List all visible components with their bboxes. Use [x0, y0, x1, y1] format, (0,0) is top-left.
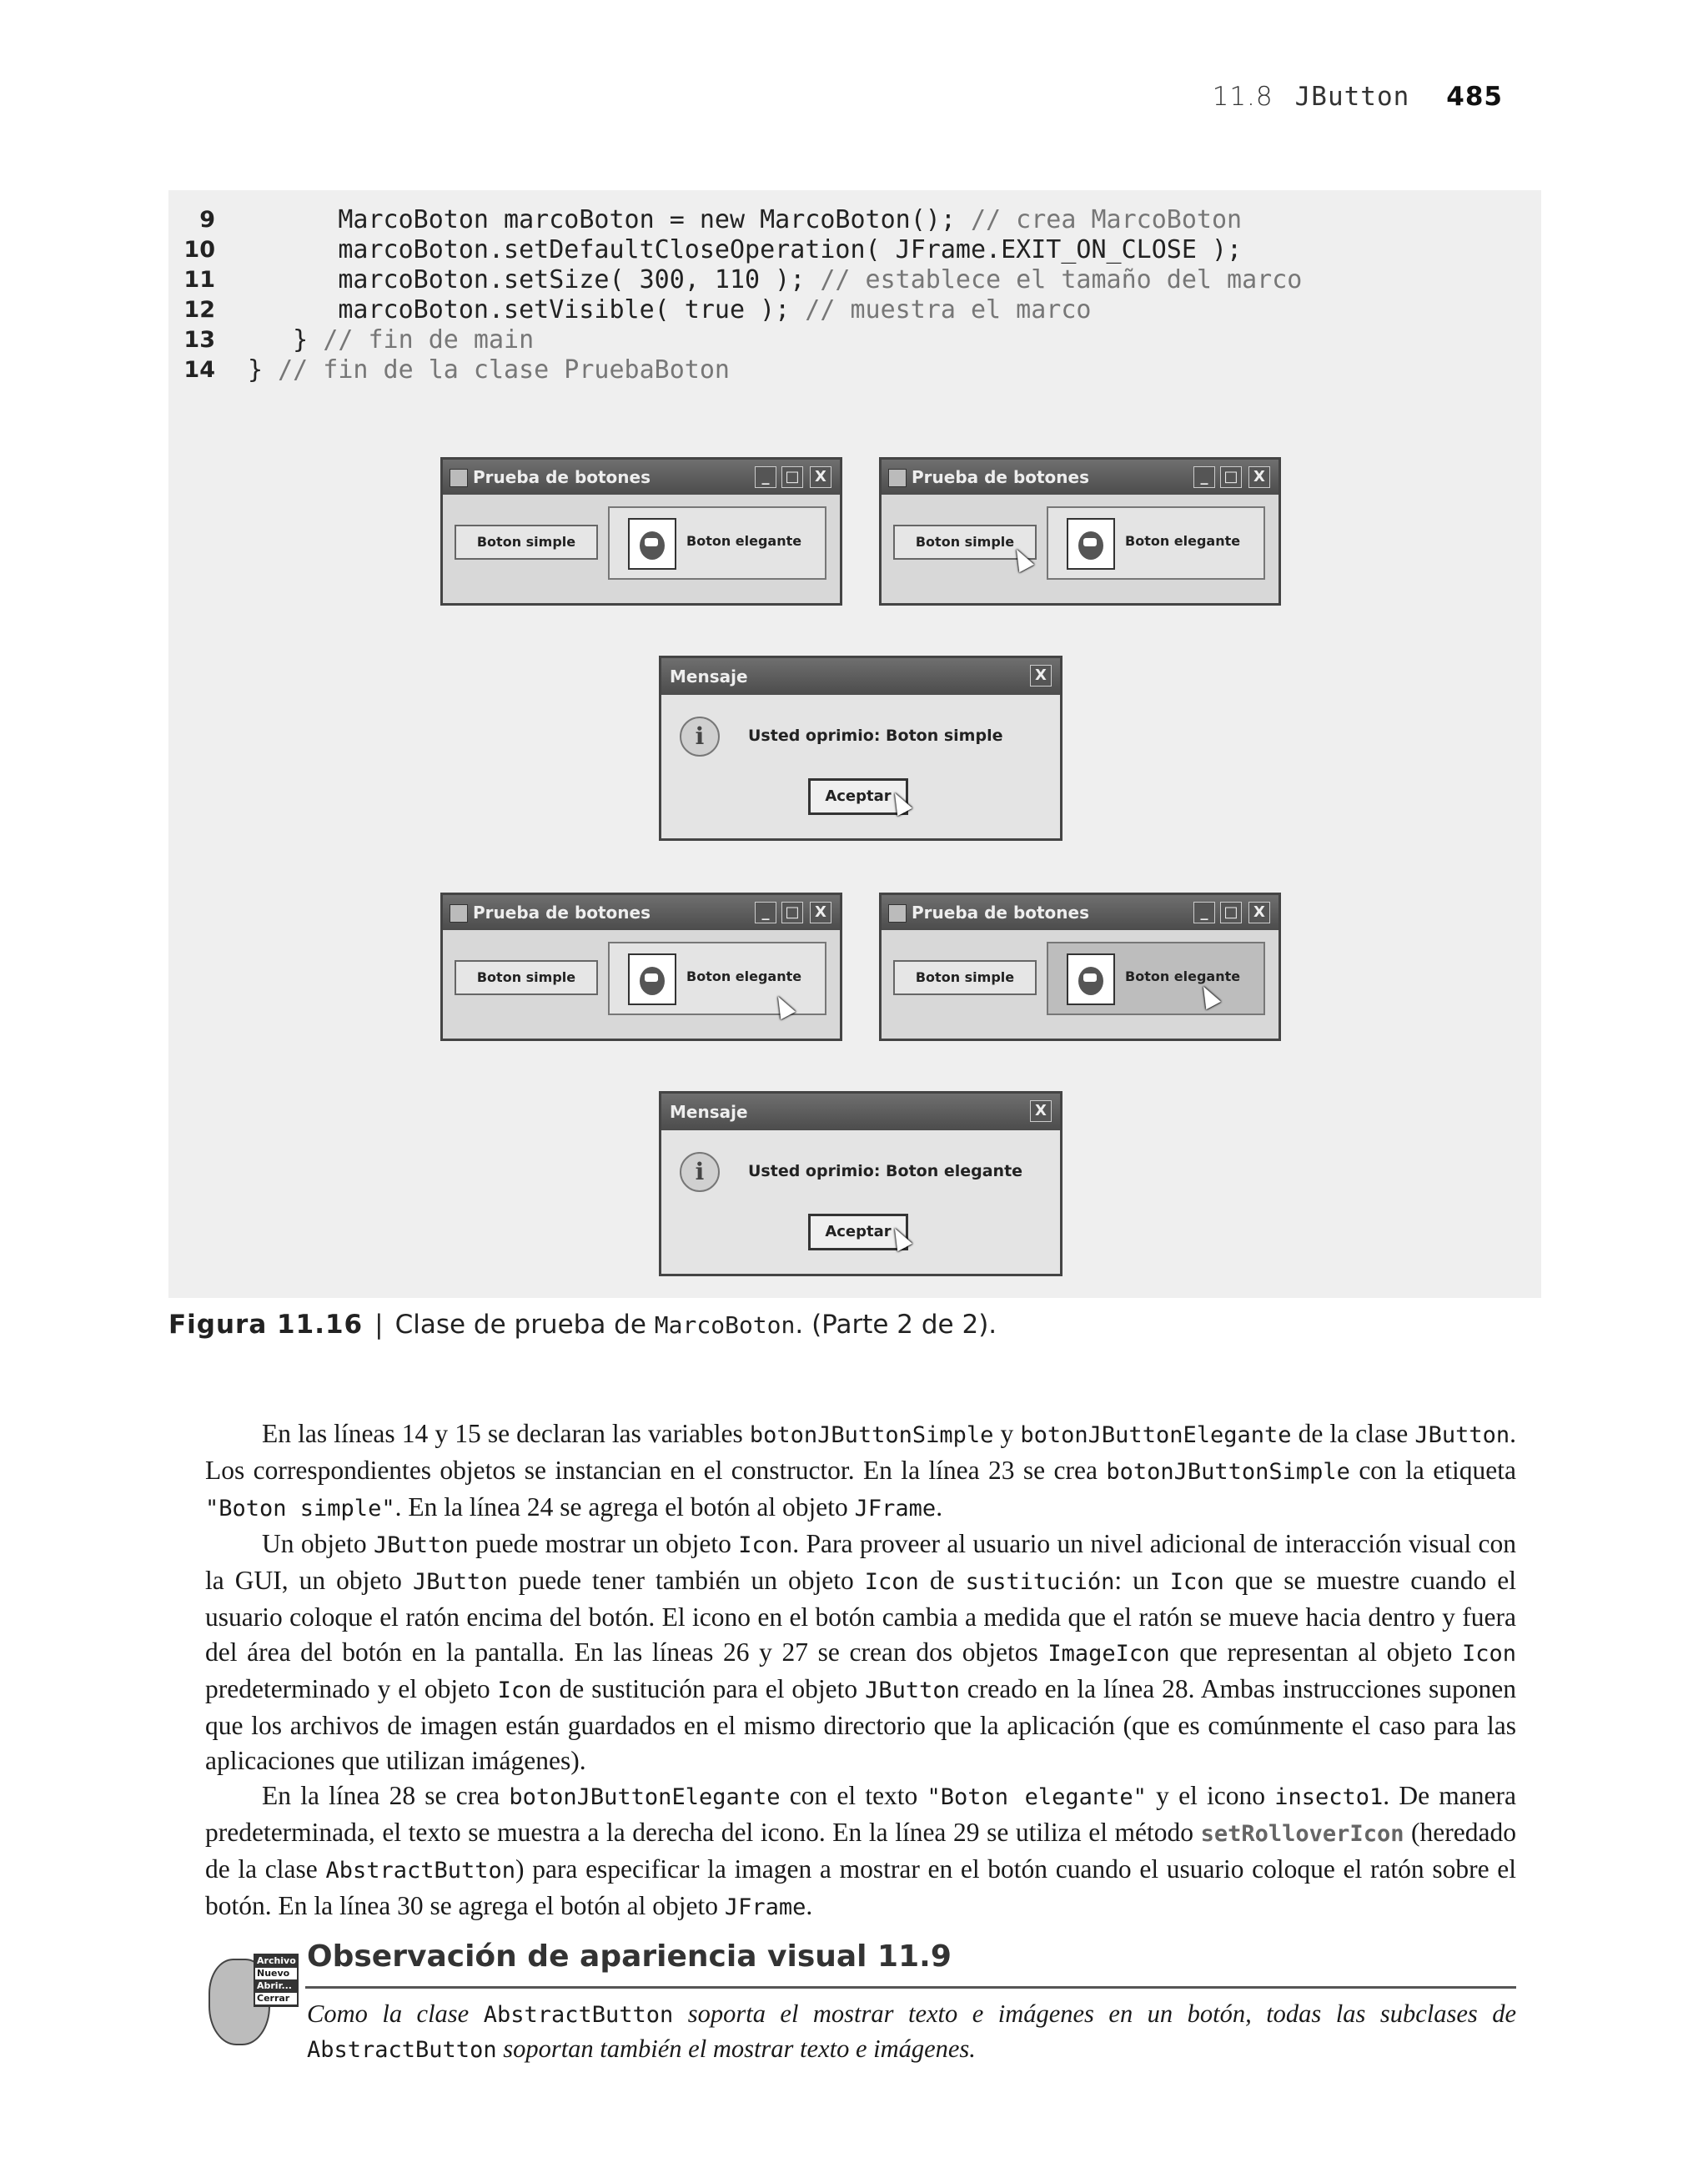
code-text — [248, 325, 534, 355]
code-term: JButton — [1414, 1422, 1510, 1448]
code-text — [248, 235, 1242, 265]
line-number: 12 — [183, 297, 215, 323]
app-icon — [450, 469, 468, 487]
code-listing — [168, 205, 1541, 385]
mascot-menu — [254, 1954, 299, 2007]
line-number: 11 — [183, 267, 215, 293]
text-run: y — [993, 1419, 1021, 1448]
code-line — [168, 265, 1541, 295]
simple-button[interactable]: Boton simple — [455, 960, 598, 995]
paragraph-2 — [205, 1527, 1516, 1778]
window-title: Prueba de botones — [912, 903, 1090, 923]
window-titlebar[interactable] — [443, 460, 840, 495]
code-comment: // fin de la clase PruebaBoton — [278, 355, 730, 385]
maximize-icon[interactable]: □ — [781, 902, 803, 923]
window-titlebar[interactable] — [882, 460, 1278, 495]
line-number: 10 — [183, 237, 215, 263]
close-icon[interactable]: X — [810, 466, 831, 488]
code-term: Icon — [497, 1678, 552, 1703]
menu-label: Cerrar — [255, 1993, 297, 2005]
code-term: Icon — [738, 1532, 793, 1558]
close-icon[interactable]: X — [1248, 466, 1270, 488]
figure-box — [168, 190, 1541, 1298]
info-icon: i — [680, 717, 720, 757]
maximize-icon[interactable]: □ — [1220, 466, 1242, 488]
maximize-icon[interactable]: □ — [781, 466, 803, 488]
close-icon[interactable]: X — [1030, 1100, 1052, 1122]
code-text — [248, 265, 1302, 295]
code-term: JButton — [412, 1569, 508, 1595]
elegant-button-label: Boton elegante — [1125, 968, 1241, 984]
code-term: AbstractButton — [325, 1858, 516, 1884]
menu-label: Archivo — [257, 1955, 296, 1966]
window-title: Prueba de botones — [912, 467, 1090, 487]
code-term: Icon — [1461, 1641, 1516, 1667]
section-title: JButton — [1294, 82, 1410, 112]
code-term: "Boton simple" — [205, 1496, 395, 1522]
code-text — [248, 355, 730, 385]
text-run: predeterminado y el objeto — [205, 1674, 498, 1703]
app-icon — [888, 904, 907, 923]
code-term: JButton — [865, 1678, 960, 1703]
elegant-button-label: Boton elegante — [686, 533, 802, 549]
caption-text-end: . (Parte 2 de 2). — [795, 1310, 997, 1340]
figure-label: Figura 11.16 — [168, 1310, 364, 1340]
code-text — [248, 295, 1091, 325]
code-term: AbstractButton — [307, 2037, 497, 2063]
test-window-1 — [440, 457, 842, 606]
code-term: ImageIcon — [1047, 1641, 1170, 1667]
text-run: de la clase — [1291, 1419, 1415, 1448]
minimize-icon[interactable]: _ — [755, 902, 776, 923]
window-titlebar[interactable] — [882, 895, 1278, 930]
elegant-button-label: Boton elegante — [1125, 533, 1241, 549]
text-run: : un — [1114, 1566, 1170, 1595]
code-comment: // establece el tamaño del marco — [820, 265, 1303, 294]
text-run: . En la línea 24 se agrega el botón al objeto — [394, 1492, 855, 1522]
running-head — [1213, 82, 1503, 112]
caption-code: MarcoBoton — [654, 1311, 796, 1339]
code-term: botonJButtonSimple — [749, 1422, 994, 1448]
text-run: En las líneas 14 y 15 se declaran las variables — [262, 1419, 750, 1448]
code-line — [168, 205, 1541, 235]
code-term: Icon — [864, 1569, 919, 1595]
ok-button[interactable]: Aceptar — [808, 778, 908, 815]
text-run: . — [936, 1492, 943, 1522]
dialog-message: Usted oprimio: Boton simple — [748, 727, 1003, 745]
code-term: AbstractButton — [483, 2002, 674, 2028]
close-icon[interactable]: X — [1248, 902, 1270, 923]
elegant-button[interactable] — [1047, 506, 1265, 580]
code-term: JButton — [373, 1532, 469, 1558]
text-run: soportan también el mostrar texto e imágenes. — [496, 2035, 976, 2063]
code-term: botonJButtonElegante — [509, 1784, 781, 1810]
text-run: con el texto — [780, 1781, 927, 1810]
caption-separator: | — [374, 1310, 384, 1340]
code-term: JFrame — [724, 1894, 806, 1920]
code-text — [248, 205, 1242, 235]
dialog-titlebar[interactable] — [661, 1094, 1060, 1130]
code-line — [168, 295, 1541, 325]
text-run: que representan al objeto — [1169, 1637, 1462, 1667]
dialog-message: Usted oprimio: Boton elegante — [748, 1162, 1023, 1180]
code-term: botonJButtonElegante — [1020, 1422, 1292, 1448]
text-run: de sustitución para el objeto — [551, 1674, 866, 1703]
elegant-button[interactable] — [608, 506, 826, 580]
bug-mascot-icon — [205, 1942, 297, 2050]
close-icon[interactable]: X — [1030, 665, 1052, 687]
text-run: creado en la línea 28. Ambas instrucciones suponen que los archivos de imagen están guardados en el mismo directorio que la aplicación (que es comúnmente el caso para las aplicaciones que utilizan imágenes). — [205, 1674, 1516, 1775]
code-statement: MarcoBoton marcoBoton = new MarcoBoton(); — [248, 205, 971, 234]
text-run: y el icono — [1146, 1781, 1275, 1810]
test-window-2 — [879, 457, 1281, 606]
maximize-icon[interactable]: □ — [1220, 902, 1242, 923]
code-term: insecto1 — [1274, 1784, 1384, 1810]
code-line — [168, 325, 1541, 355]
code-term: sustitución — [965, 1569, 1115, 1595]
close-icon[interactable]: X — [810, 902, 831, 923]
bug-icon — [1067, 518, 1115, 570]
text-run: de — [918, 1566, 966, 1595]
observation-title: Observación de apariencia visual 11.9 — [307, 1939, 952, 1974]
info-icon: i — [680, 1152, 720, 1192]
text-run: . Los correspondientes objetos se instancian en el constructor. En la línea 23 se crea — [205, 1419, 1516, 1485]
elegant-button-pressed[interactable] — [1047, 942, 1265, 1015]
code-comment: // muestra el marco — [805, 295, 1092, 324]
dialog-title: Mensaje — [670, 1102, 748, 1122]
figure-caption — [168, 1310, 997, 1340]
text-run: ) para especificar la imagen a mostrar en el botón cuando el usuario coloque el ratón sobre el botón. En la línea 30 se agrega el botón al objeto — [205, 1854, 1516, 1920]
page-number: 485 — [1446, 82, 1503, 112]
code-comment: // fin de main — [323, 325, 535, 355]
window-titlebar[interactable] — [443, 895, 840, 930]
code-line — [168, 235, 1541, 265]
app-icon — [888, 469, 907, 487]
code-term: botonJButtonSimple — [1106, 1459, 1350, 1485]
text-run: (heredado de la clase — [205, 1818, 1516, 1884]
ok-button[interactable]: Aceptar — [808, 1214, 908, 1250]
paragraph-3 — [205, 1778, 1516, 1925]
simple-button[interactable]: Boton simple — [455, 525, 598, 560]
text-run: . Para proveer al usuario un nivel adicional de interacción visual con la GUI, un objeto — [205, 1529, 1517, 1595]
paragraph-1 — [205, 1416, 1516, 1527]
window-title: Prueba de botones — [473, 903, 651, 923]
text-run: . — [806, 1891, 813, 1920]
menu-label: Nuevo — [255, 1968, 297, 1980]
bug-icon — [628, 518, 676, 570]
code-statement: } — [248, 325, 324, 355]
test-window-4 — [879, 893, 1281, 1041]
app-icon — [450, 904, 468, 923]
line-number: 14 — [183, 357, 215, 383]
code-comment: // crea MarcoBoton — [970, 205, 1243, 234]
text-run: . De manera predeterminada, el texto se muestra a la derecha del icono. En la línea 29 se utiliza el método — [205, 1781, 1516, 1847]
dialog-title: Mensaje — [670, 666, 748, 687]
elegant-button[interactable] — [608, 942, 826, 1015]
text-run: En la línea 28 se crea — [262, 1781, 510, 1810]
text-run: con la etiqueta — [1349, 1456, 1516, 1485]
text-run: Un objeto — [262, 1529, 374, 1558]
minimize-icon[interactable]: _ — [755, 466, 776, 488]
line-number: 13 — [183, 327, 215, 353]
message-dialog-1 — [659, 656, 1062, 841]
dialog-titlebar[interactable] — [661, 658, 1060, 695]
text-run: que se muestre cuando el usuario coloque el ratón encima del botón. El icono en el botón cambia a medida que el ratón se mueve hacia dentro y fuera del área del botón en la pantalla. En las líneas 26 y 27 se crean dos objetos — [205, 1566, 1516, 1667]
code-statement: marcoBoton.setVisible( true ); — [248, 295, 806, 324]
code-term: JFrame — [854, 1496, 937, 1522]
text-run: puede mostrar un objeto — [468, 1529, 739, 1558]
observation-text — [307, 1997, 1516, 2067]
text-run: Como la clase — [307, 1999, 484, 2028]
message-dialog-2 — [659, 1091, 1062, 1276]
code-statement: marcoBoton.setDefaultCloseOperation( JFrame.EXIT_ON_CLOSE ); — [248, 235, 1243, 264]
elegant-button-label: Boton elegante — [686, 968, 802, 984]
test-window-3 — [440, 893, 842, 1041]
window-title: Prueba de botones — [473, 467, 651, 487]
caption-text: Clase de prueba de — [394, 1310, 655, 1340]
minimize-icon[interactable]: _ — [1193, 902, 1215, 923]
line-number: 9 — [199, 207, 215, 233]
code-statement: } — [248, 355, 279, 385]
code-term: Icon — [1169, 1569, 1224, 1595]
code-line — [168, 355, 1541, 385]
code-term-bold: setRolloverIcon — [1200, 1821, 1404, 1847]
body-text — [205, 1416, 1516, 1925]
simple-button[interactable]: Boton simple — [893, 525, 1037, 560]
code-term: "Boton elegante" — [927, 1784, 1147, 1810]
bug-icon — [1067, 953, 1115, 1005]
minimize-icon[interactable]: _ — [1193, 466, 1215, 488]
menu-label: Abrir... — [255, 1980, 297, 1993]
simple-button[interactable]: Boton simple — [893, 960, 1037, 995]
observation-divider — [305, 1986, 1516, 1989]
code-statement: marcoBoton.setSize( 300, 110 ); — [248, 265, 821, 294]
text-run: soporta el mostrar texto e imágenes en un botón, todas las subclases de — [673, 1999, 1517, 2028]
bug-icon — [628, 953, 676, 1005]
text-run: puede tener también un objeto — [507, 1566, 865, 1595]
section-number: 11.8 — [1212, 82, 1273, 112]
